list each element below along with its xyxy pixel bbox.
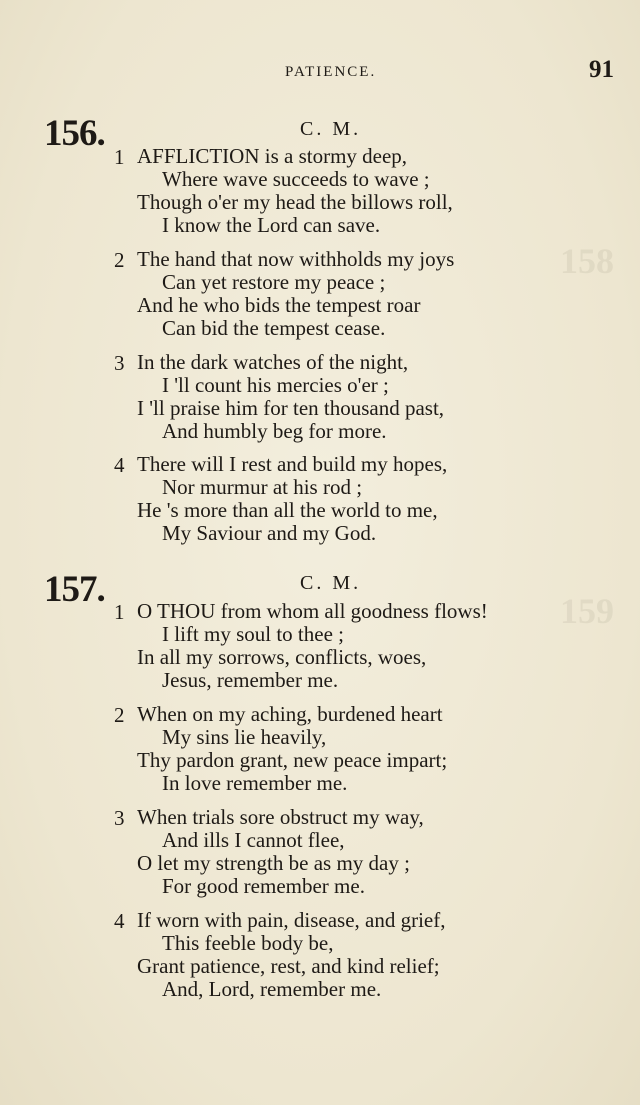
verse-line: And ills I cannot flee, <box>162 828 345 852</box>
verse-line: And he who bids the tempest roar <box>137 293 421 317</box>
verse-line: Thy pardon grant, new peace impart; <box>137 748 448 772</box>
stanza-number: 4 <box>114 453 125 477</box>
verse-line: Where wave succeeds to wave ; <box>162 167 430 191</box>
verse-line: In love remember me. <box>162 771 348 795</box>
stanza-number: 1 <box>114 600 125 624</box>
verse-line: My Saviour and my God. <box>162 521 377 545</box>
verse-line: My sins lie heavily, <box>162 725 327 749</box>
verse-line: Jesus, remember me. <box>162 668 339 692</box>
verse-line: When trials sore obstruct my way, <box>137 805 424 829</box>
verse-line: The hand that now withholds my joys <box>137 247 455 271</box>
verse-line: When on my aching, burdened heart <box>137 702 443 726</box>
stanza-number: 1 <box>114 145 125 169</box>
page-number: 91 <box>589 56 614 83</box>
verse-line: O THOU from whom all goodness flows! <box>137 599 488 623</box>
verse-line: I know the Lord can save. <box>162 213 381 237</box>
verse-line: This feeble body be, <box>162 931 334 955</box>
verse-line: In the dark watches of the night, <box>137 350 409 374</box>
running-head: PATIENCE. <box>285 64 377 80</box>
verse-line: In all my sorrows, conflicts, woes, <box>137 645 427 669</box>
bleed-through-mark: 159 <box>560 591 614 631</box>
verse-line: Can bid the tempest cease. <box>162 316 386 340</box>
verse-line: If worn with pain, disease, and grief, <box>137 908 446 932</box>
verse-line: There will I rest and build my hopes, <box>137 452 448 476</box>
verse-line: And humbly beg for more. <box>162 419 387 443</box>
stanza-number: 2 <box>114 703 125 727</box>
verse-line: He 's more than all the world to me, <box>137 498 438 522</box>
stanza-number: 4 <box>114 909 125 933</box>
verse-line: I 'll count his mercies o'er ; <box>162 373 389 397</box>
verse-line: Though o'er my head the billows roll, <box>137 190 453 214</box>
stanza-number: 3 <box>114 806 125 830</box>
verse-line: I lift my soul to thee ; <box>162 622 344 646</box>
hymn-meter: C. M. <box>300 118 362 140</box>
verse-line: And, Lord, remember me. <box>162 977 382 1001</box>
hymn-number: 157. <box>44 569 105 610</box>
verse-line: O let my strength be as my day ; <box>137 851 410 875</box>
stanza-number: 2 <box>114 248 125 272</box>
verse-line: For good remember me. <box>162 874 365 898</box>
verse-line: I 'll praise him for ten thousand past, <box>137 396 445 420</box>
verse-line: AFFLICTION is a stormy deep, <box>137 144 408 168</box>
verse-line: Grant patience, rest, and kind relief; <box>137 954 440 978</box>
hymn-number: 156. <box>44 113 105 154</box>
verse-line: Nor murmur at his rod ; <box>162 475 363 499</box>
hymn-meter: C. M. <box>300 572 362 594</box>
verse-line: Can yet restore my peace ; <box>162 270 386 294</box>
bleed-through-mark: 158 <box>560 241 614 281</box>
stanza-number: 3 <box>114 351 125 375</box>
